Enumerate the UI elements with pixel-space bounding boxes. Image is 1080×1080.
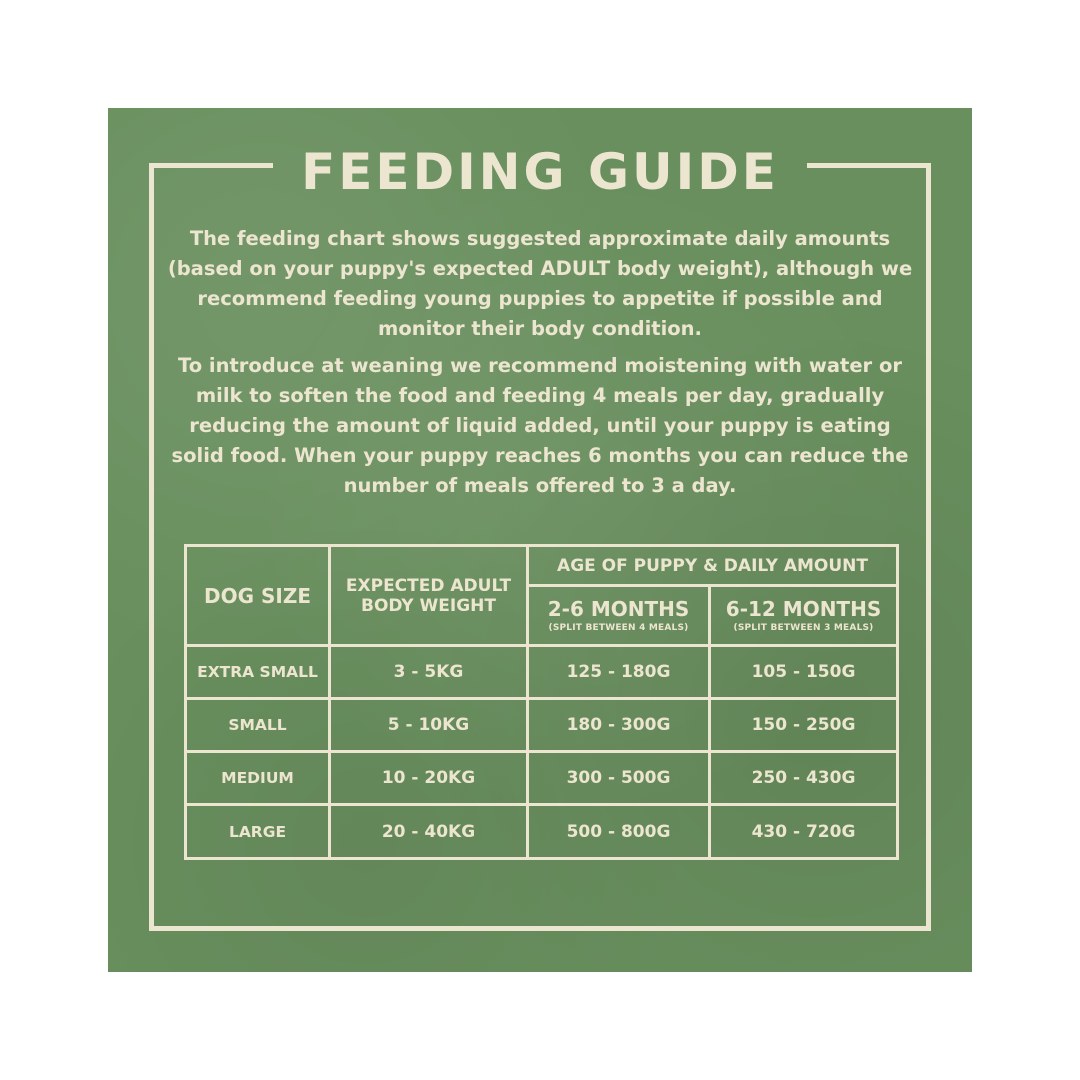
dog-size-cell: SMALL [186, 699, 330, 752]
header-age-6-12-note: (SPLIT BETWEEN 3 MEALS) [733, 622, 874, 633]
amount-2-6-cell: 500 - 800G [528, 805, 710, 859]
frame-bottom-line [149, 926, 931, 931]
header-age-2-6-note: (SPLIT BETWEEN 4 MEALS) [548, 622, 689, 633]
amount-6-12-cell: 250 - 430G [710, 752, 898, 805]
amount-2-6-cell: 180 - 300G [528, 699, 710, 752]
header-age-2-6 [528, 586, 710, 646]
header-age-group-label: AGE OF PUPPY & DAILY AMOUNT [557, 555, 868, 576]
amount-2-6-cell: 125 - 180G [528, 646, 710, 699]
feeding-table [184, 544, 899, 860]
header-age-group [528, 546, 898, 586]
table-row [186, 805, 898, 859]
amount-6-12-cell: 430 - 720G [710, 805, 898, 859]
header-dog-size [186, 546, 330, 646]
amount-6-12-cell: 105 - 150G [710, 646, 898, 699]
table-header-row [186, 546, 898, 586]
dog-size-cell: EXTRA SMALL [186, 646, 330, 699]
amount-6-12-cell: 150 - 250G [710, 699, 898, 752]
header-expected-weight [330, 546, 528, 646]
weight-cell: 10 - 20KG [330, 752, 528, 805]
table-row [186, 646, 898, 699]
header-dog-size-label: DOG SIZE [204, 583, 311, 608]
header-age-6-12-label: 6-12 MONTHS [725, 596, 882, 621]
header-expected-weight-label: EXPECTED ADULT BODY WEIGHT [345, 575, 512, 616]
header-age-2-6-label: 2-6 MONTHS [547, 596, 690, 621]
frame-top-right-line [807, 163, 931, 168]
frame-top-left-line [149, 163, 273, 168]
intro-paragraph-1: The feeding chart shows suggested approximate daily amounts (based on your puppy's expected ADULT body weight), although we recommend feeding young puppies to appetite if possible and monitor their body condition. [167, 227, 913, 340]
table-row [186, 752, 898, 805]
frame-right-line [926, 163, 931, 931]
weight-cell: 3 - 5KG [330, 646, 528, 699]
dog-size-cell: LARGE [186, 805, 330, 859]
frame-left-line [149, 163, 154, 931]
weight-cell: 5 - 10KG [330, 699, 528, 752]
header-age-6-12 [710, 586, 898, 646]
dog-size-cell: MEDIUM [186, 752, 330, 805]
intro-paragraph-2: To introduce at weaning we recommend moistening with water or milk to soften the food and feeding 4 meals per day, gradually reducing the amount of liquid added, until your puppy is eating solid food. When your puppy reaches 6 months you can reduce the number of meals offered to 3 a day. [171, 354, 909, 497]
page-title: FEEDING GUIDE [301, 143, 779, 201]
table-row [186, 699, 898, 752]
amount-2-6-cell: 300 - 500G [528, 752, 710, 805]
weight-cell: 20 - 40KG [330, 805, 528, 859]
